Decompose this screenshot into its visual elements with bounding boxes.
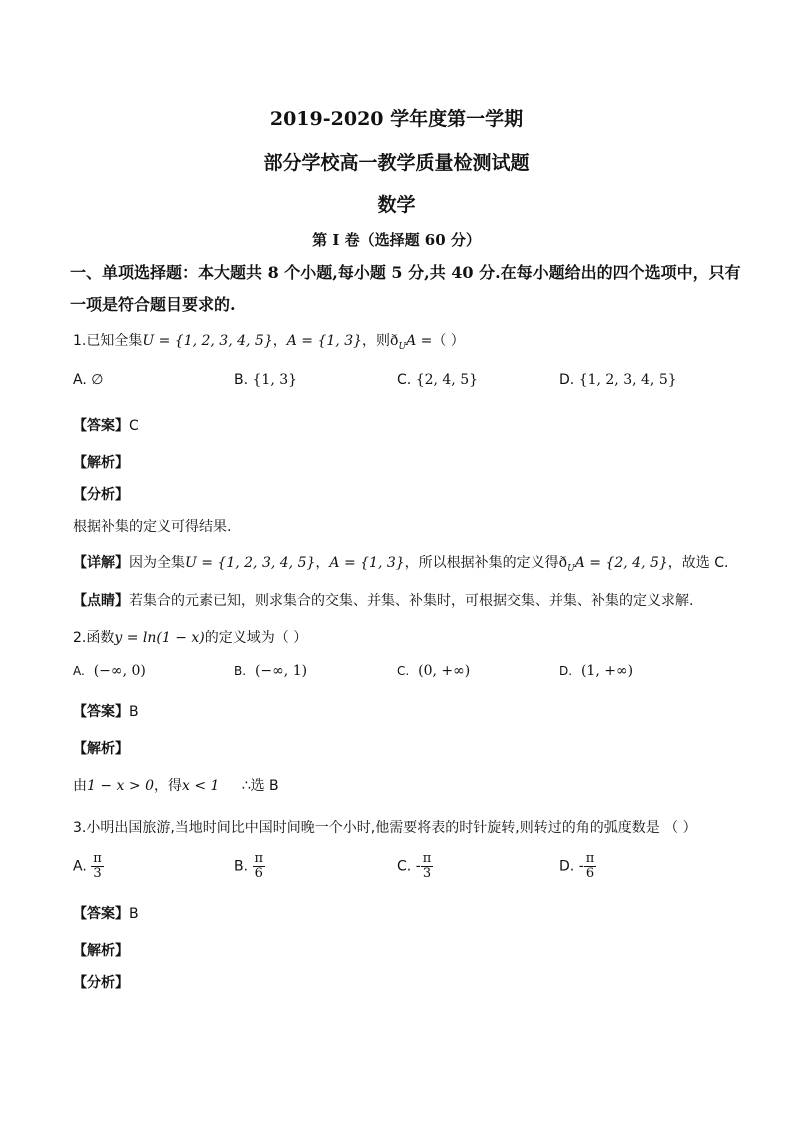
q3-option-b bbox=[234, 852, 265, 881]
q2-option-c-value: (0, +∞) bbox=[418, 663, 471, 679]
q3-option-c-sign: - bbox=[415, 858, 421, 875]
q1-option-a-value: ∅ bbox=[91, 372, 104, 388]
q1-complement-sub: U bbox=[398, 341, 407, 352]
section-heading: 第 I 卷（选择题 60 分） bbox=[312, 231, 481, 249]
q3-option-d-fraction bbox=[584, 852, 597, 881]
q1-comment-tag: 【点睛】 bbox=[73, 593, 129, 609]
q2-option-d-value: (1, +∞) bbox=[580, 663, 634, 679]
q1-paren: （ ） bbox=[432, 333, 465, 349]
q3-option-a-fraction bbox=[91, 852, 104, 881]
q1-option-d-label: D. bbox=[559, 372, 575, 388]
q3-option-a bbox=[73, 852, 104, 881]
q3-option-b-den: 6 bbox=[254, 866, 263, 881]
q1-option-a bbox=[73, 372, 103, 388]
q3-option-d-den: 6 bbox=[585, 866, 595, 881]
q3-fenxi-tag: 【分析】 bbox=[73, 975, 129, 991]
q1-detail bbox=[73, 552, 728, 574]
q2-option-d-label: D. bbox=[559, 664, 573, 678]
q2-analysis-tag: 【解析】 bbox=[73, 741, 129, 757]
q2-answer-tag: 【答案】 bbox=[73, 704, 129, 720]
q1-answer-value: C bbox=[129, 418, 139, 434]
q1-sep: ， bbox=[272, 333, 287, 349]
q2-option-a-value: (−∞, 0) bbox=[93, 663, 146, 679]
q2-option-b-value: (−∞, 1) bbox=[254, 663, 308, 679]
q3-option-d-label: D. bbox=[559, 858, 575, 875]
q1-detail-c: ð bbox=[558, 555, 568, 571]
q1-then: ，则 bbox=[362, 333, 391, 349]
q2-sol-pre: 由 bbox=[73, 778, 87, 794]
q3-option-c-fraction bbox=[421, 852, 434, 881]
q1-detail-mid: ，所以根据补集的定义得 bbox=[404, 555, 559, 571]
q1-option-b-value: {1, 3} bbox=[252, 372, 298, 388]
q2-sol-res: x < 1 bbox=[181, 778, 220, 794]
q2-option-b-label: B. bbox=[234, 664, 247, 678]
q1-complement-rest: A = bbox=[406, 333, 433, 349]
q1-option-d-value: {1, 2, 3, 4, 5} bbox=[578, 372, 677, 388]
q2-option-a-label: A. bbox=[73, 664, 85, 678]
q3-option-a-den: 3 bbox=[93, 866, 102, 881]
q1-u-set: U = {1, 2, 3, 4, 5} bbox=[142, 333, 273, 349]
q2-option-a bbox=[73, 663, 146, 679]
q1-detail-a: A = {1, 3} bbox=[329, 555, 405, 571]
q1-comment-text: 若集合的元素已知，则求集合的交集、并集、补集时，可根据交集、并集、补集的定义求解. bbox=[129, 593, 694, 609]
q3-option-b-fraction bbox=[253, 852, 266, 881]
q1-detail-u: U = {1, 2, 3, 4, 5} bbox=[185, 555, 316, 571]
question-3: 3.小明出国旅游,当地时间比中国时间晚一个小时,他需要将表的时针旋转,则转过的角的弧度数是 （ ） bbox=[73, 820, 697, 836]
q3-option-d-sign: - bbox=[578, 858, 584, 875]
q2-sol-mid: ，得 bbox=[153, 778, 182, 794]
q2-func: y = ln(1 − x) bbox=[114, 630, 205, 646]
q3-option-c-den: 3 bbox=[422, 866, 432, 881]
q1-option-c-label: C. bbox=[397, 372, 412, 388]
q1-answer-tag: 【答案】 bbox=[73, 418, 129, 434]
title-year: 2019-2020 学年度第一学期 bbox=[269, 108, 524, 130]
q3-analysis-tag: 【解析】 bbox=[73, 943, 129, 959]
q1-detail-result: A = {2, 4, 5} bbox=[574, 555, 668, 571]
q1-complement: ð bbox=[390, 333, 399, 349]
q1-detail-end: ，故选 C. bbox=[667, 555, 729, 571]
q3-answer bbox=[73, 903, 139, 923]
q2-answer-value: B bbox=[129, 704, 139, 720]
title-exam: 部分学校高一教学质量检测试题 bbox=[263, 152, 530, 174]
q1-prefix: 1.已知全集 bbox=[73, 333, 143, 349]
question-2 bbox=[73, 627, 307, 647]
instructions-line1: 一、单项选择题：本大题共 8 个小题,每小题 5 分,共 40 分.在每小题给出的四个选项中，只有 bbox=[70, 263, 741, 282]
q1-option-b bbox=[234, 372, 297, 388]
q3-answer-value: B bbox=[129, 906, 139, 922]
q2-sol-ineq: 1 − x > 0 bbox=[87, 778, 154, 794]
q1-option-c-value: {2, 4, 5} bbox=[415, 372, 479, 388]
q3-answer-tag: 【答案】 bbox=[73, 906, 129, 922]
q2-suffix: 的定义域为（ ） bbox=[204, 630, 308, 646]
q1-comment bbox=[73, 590, 693, 610]
q3-option-c-label: C. bbox=[397, 858, 412, 875]
q1-detail-c-sub: U bbox=[567, 563, 575, 574]
q1-option-c bbox=[397, 372, 478, 388]
q2-option-c-label: C. bbox=[397, 664, 410, 678]
q2-prefix: 2.函数 bbox=[73, 630, 115, 646]
q1-fenxi-tag: 【分析】 bbox=[73, 487, 129, 503]
q3-option-a-label: A. bbox=[73, 858, 87, 875]
question-1 bbox=[73, 330, 465, 352]
q3-option-b-num: π bbox=[254, 851, 264, 866]
q2-sol-end: ∴选 B bbox=[241, 778, 279, 794]
q1-a-set: A = {1, 3} bbox=[286, 333, 363, 349]
q1-analysis-tag: 【解析】 bbox=[73, 455, 129, 471]
q3-option-c bbox=[397, 852, 433, 881]
q2-option-d bbox=[559, 663, 633, 679]
q1-option-a-label: A. bbox=[73, 372, 87, 388]
q2-answer bbox=[73, 701, 139, 721]
q1-fenxi-text: 根据补集的定义可得结果. bbox=[73, 519, 232, 535]
q3-option-d bbox=[559, 852, 596, 881]
q3-option-a-num: π bbox=[93, 851, 102, 866]
q1-detail-sep: ， bbox=[315, 555, 330, 571]
q2-option-b bbox=[234, 663, 307, 679]
q1-answer bbox=[73, 415, 139, 435]
q2-option-c bbox=[397, 663, 470, 679]
q1-detail-tag: 【详解】 bbox=[73, 555, 129, 571]
q1-detail-pre: 因为全集 bbox=[129, 555, 185, 571]
q3-option-b-label: B. bbox=[234, 858, 249, 875]
q3-option-c-num: π bbox=[422, 851, 432, 866]
q1-option-d bbox=[559, 372, 677, 388]
q2-solution bbox=[73, 775, 279, 795]
instructions-line2: 一项是符合题目要求的. bbox=[70, 295, 236, 314]
title-subject: 数学 bbox=[377, 194, 416, 216]
q3-option-d-num: π bbox=[585, 851, 595, 866]
q1-option-b-label: B. bbox=[234, 372, 249, 388]
